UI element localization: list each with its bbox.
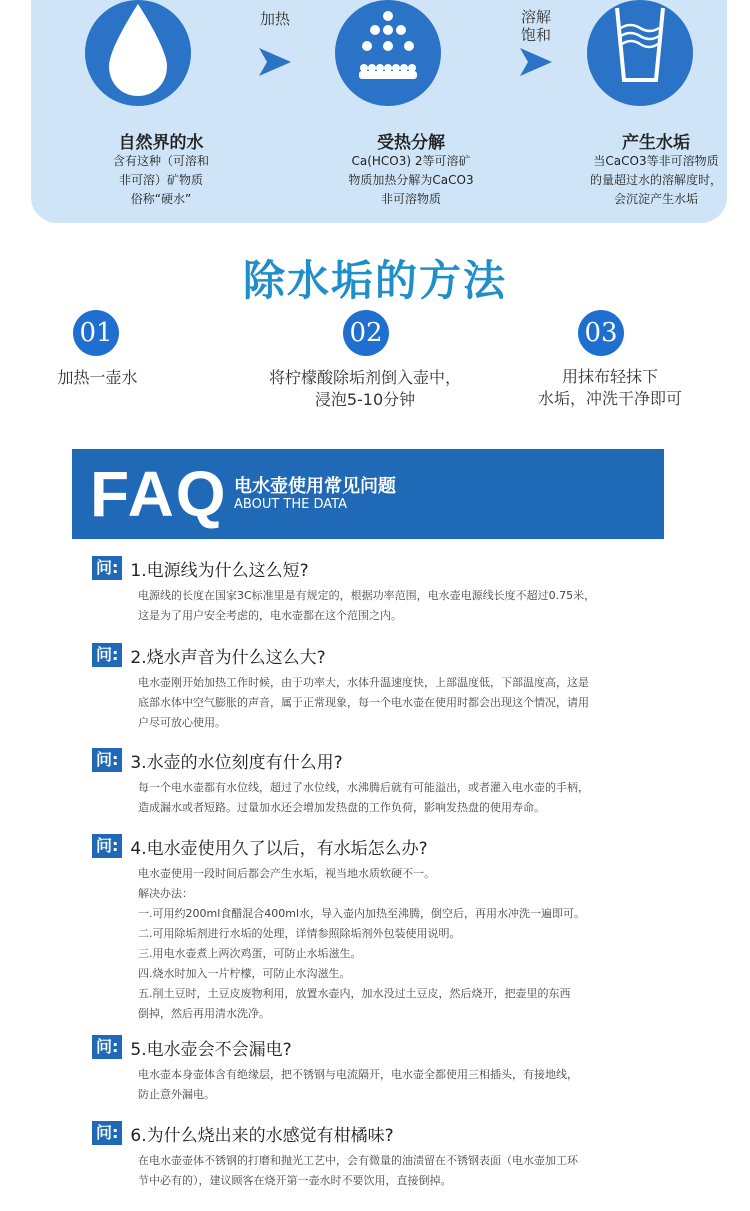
method-number-2: 02 xyxy=(343,310,389,356)
step-desc-decompose: Ca(HCO3) 2等可溶矿 物质加热分解为CaCO3 非可溶物质 xyxy=(348,154,474,206)
faq-item xyxy=(92,748,652,818)
faq-item xyxy=(92,1035,652,1105)
step-title-natural-water: 自然界的水 xyxy=(118,133,204,153)
step-desc-natural-water: 含有这种（可溶和 非可溶）矿物质 俗称“硬水” xyxy=(112,154,209,206)
arrow-heat xyxy=(247,10,303,82)
process-panel xyxy=(31,0,727,223)
question-text: 3.水壶的水位刻度有什么用? xyxy=(130,752,343,773)
faq-banner-title: 电水壶使用常见问题 xyxy=(234,476,396,497)
water-drop-icon xyxy=(85,0,191,106)
question-text: 6.为什么烧出来的水感觉有柑橘味? xyxy=(130,1125,394,1146)
method-text-1: 加热一壶水 xyxy=(57,368,138,387)
particles-icon xyxy=(335,0,441,106)
question-text: 5.电水壶会不会漏电? xyxy=(130,1039,292,1060)
arrow-label-saturate: 溶解 饱和 xyxy=(520,8,551,44)
answer-text: 电水壶刚开始加热工作时候，由于功率大，水体升温速度快，上部温度低，下部温度高，这是 底部水体中空气膨胀的声音，属于正常现象，每一个电水壶在使用时都会出现这个情况，请用 户尽可放心使用。 xyxy=(138,676,589,729)
question-badge: 问: xyxy=(92,748,122,772)
question-text: 1.电源线为什么这么短? xyxy=(130,560,309,581)
methods-title: 除水垢的方法 xyxy=(242,256,507,305)
question-badge: 问: xyxy=(92,556,122,580)
right-arrow-icon xyxy=(257,42,293,82)
answer-text: 电水壶本身壶体含有绝缘层，把不锈钢与电流隔开，电水壶全都使用三相插头，有接地线， 防止意外漏电。 xyxy=(138,1068,578,1101)
method-number-3: 03 xyxy=(578,310,624,356)
cup-icon xyxy=(587,0,693,106)
method-text-3: 用抹布轻抹下 水垢，冲洗干净即可 xyxy=(537,367,682,408)
step-desc-scale: 当CaCO3等非可溶物质 的量超过水的溶解度时， 会沉淀产生水垢 xyxy=(589,154,722,206)
arrow-label-heat: 加热 xyxy=(259,10,290,28)
faq-banner xyxy=(72,449,664,539)
faq-item xyxy=(92,643,652,733)
step-title-decompose: 受热分解 xyxy=(377,133,445,153)
faq-item xyxy=(92,556,652,626)
step-title-scale: 产生水垢 xyxy=(622,133,690,153)
question-badge: 问: xyxy=(92,1035,122,1059)
faq-item xyxy=(92,834,652,1024)
question-badge: 问: xyxy=(92,1121,122,1145)
question-badge: 问: xyxy=(92,834,122,858)
answer-text: 每一个电水壶都有水位线，超过了水位线，水沸腾后就有可能溢出，或者灌入电水壶的手柄， 造成漏水或者短路。过量加水还会增加发热盘的工作负荷，影响发热盘的使用寿命。 xyxy=(138,781,589,814)
answer-text: 电水壶使用一段时间后都会产生水垢，视当地水质软硬不一。 解决办法： 一.可用约200ml食醋混合400ml水，导入壶内加热至沸腾，倒空后，再用水冲洗一遍即可。 二.可用除垢剂进行水垢的处理，详情参照除垢剂外包装使用说明。 三.用电水壶煮上两次鸡蛋，可防止水垢滋生。 四.烧水时加入一片柠檬，可防止水沟滋生。 五.削土豆时，土豆皮废物利用，放置水壶内，加水没过土豆皮，然后烧开，把壶里的东西 倒掉，然后再用清水洗净。 xyxy=(138,867,586,1020)
faq-logo-text: FAQ xyxy=(90,458,228,530)
method-number-1: 01 xyxy=(73,310,119,356)
question-badge: 问: xyxy=(92,643,122,667)
question-text: 2.烧水声音为什么这么大? xyxy=(130,647,326,668)
arrow-saturate xyxy=(508,8,564,82)
method-text-2: 将柠檬酸除垢剂倒入壶中， 浸泡5-10分钟 xyxy=(268,368,461,409)
question-text: 4.电水壶使用久了以后，有水垢怎么办? xyxy=(130,838,428,859)
faq-banner-subtitle: ABOUT THE DATA xyxy=(234,497,347,512)
faq-item xyxy=(92,1121,652,1191)
answer-text: 电源线的长度在国家3C标准里是有规定的，根据功率范围，电水壶电源线长度不超过0.75米， 这是为了用户安全考虑的，电水壶都在这个范围之内。 xyxy=(138,589,596,622)
right-arrow-icon xyxy=(518,42,554,82)
answer-text: 在电水壶壶体不锈钢的打磨和抛光工艺中，会有微量的油渍留在不锈钢表面（电水壶加工环 节中必有的），建议顾客在烧开第一壶水时不要饮用，直接倒掉。 xyxy=(138,1154,578,1187)
